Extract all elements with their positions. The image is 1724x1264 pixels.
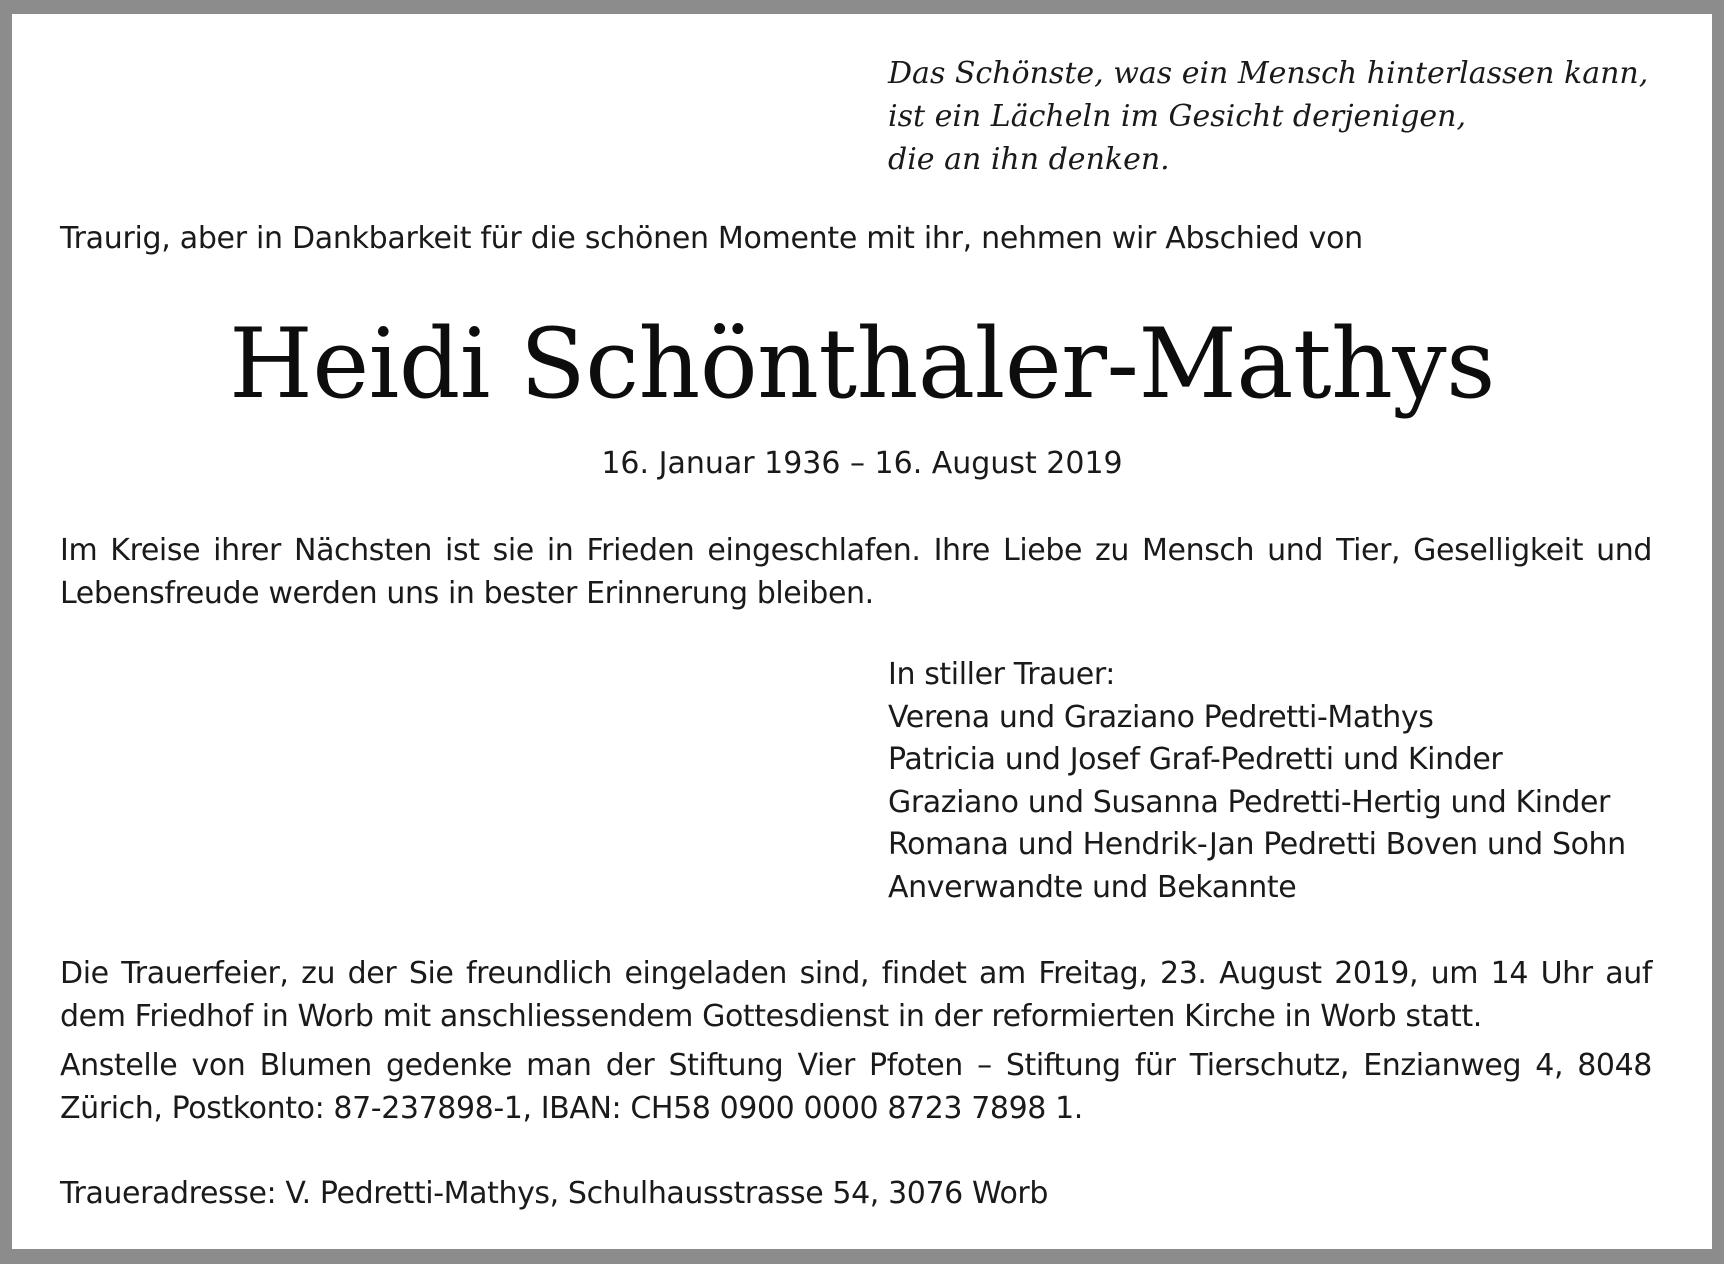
obituary-notice <box>12 14 1712 1249</box>
deceased-name: Heidi Schönthaler-Mathys <box>229 308 1495 420</box>
mourner-entry: Graziano und Susanna Pedretti-Hertig und Kinder <box>888 784 1610 820</box>
donation-paragraph: Anstelle von Blumen gedenke man der Stiftung Vier Pfoten – Stiftung für Tierschutz, Enzianweg 4, 8048 Zürich, Postkonto: 87-237898-1, IBAN: CH58 0900 0000 8723 7898 1. <box>60 1048 1652 1126</box>
mourners-heading: In stiller Trauer: <box>888 657 1115 692</box>
mourner-entry: Romana und Hendrik-Jan Pedretti Boven und Sohn <box>888 827 1626 862</box>
mourner-entry: Patricia und Josef Graf-Pedretti und Kinder <box>888 742 1503 777</box>
mourning-address: Traueradresse: V. Pedretti-Mathys, Schulhausstrasse 54, 3076 Worb <box>60 1176 1048 1211</box>
memorial-paragraph: Im Kreise ihrer Nächsten ist sie in Frieden eingeschlafen. Ihre Liebe zu Mensch und Tier, Geselligkeit und Lebensfreude werden uns in bester Erinnerung bleiben. <box>60 533 1652 611</box>
motto-line: ist ein Lächeln im Gesicht derjenigen, <box>888 99 1467 134</box>
motto-line: die an ihn denken. <box>888 142 1170 177</box>
intro-text: Traurig, aber in Dankbarkeit für die schönen Momente mit ihr, nehmen wir Abschied von <box>60 221 1363 256</box>
mourner-entry: Verena und Graziano Pedretti-Mathys <box>888 699 1434 735</box>
motto-line: Das Schönste, was ein Mensch hinterlassen kann, <box>888 56 1649 91</box>
mourners-list <box>888 654 1626 909</box>
life-dates: 16. Januar 1936 – 16. August 2019 <box>601 446 1123 481</box>
mourner-entry: Anverwandte und Bekannte <box>888 869 1297 905</box>
motto-quote <box>888 52 1648 181</box>
ceremony-paragraph: Die Trauerfeier, zu der Sie freundlich eingeladen sind, findet am Freitag, 23. August 2019, um 14 Uhr auf dem Friedhof in Worb mit anschliessendem Gottesdienst in der reformierten Kirche in Worb statt. <box>60 956 1652 1034</box>
